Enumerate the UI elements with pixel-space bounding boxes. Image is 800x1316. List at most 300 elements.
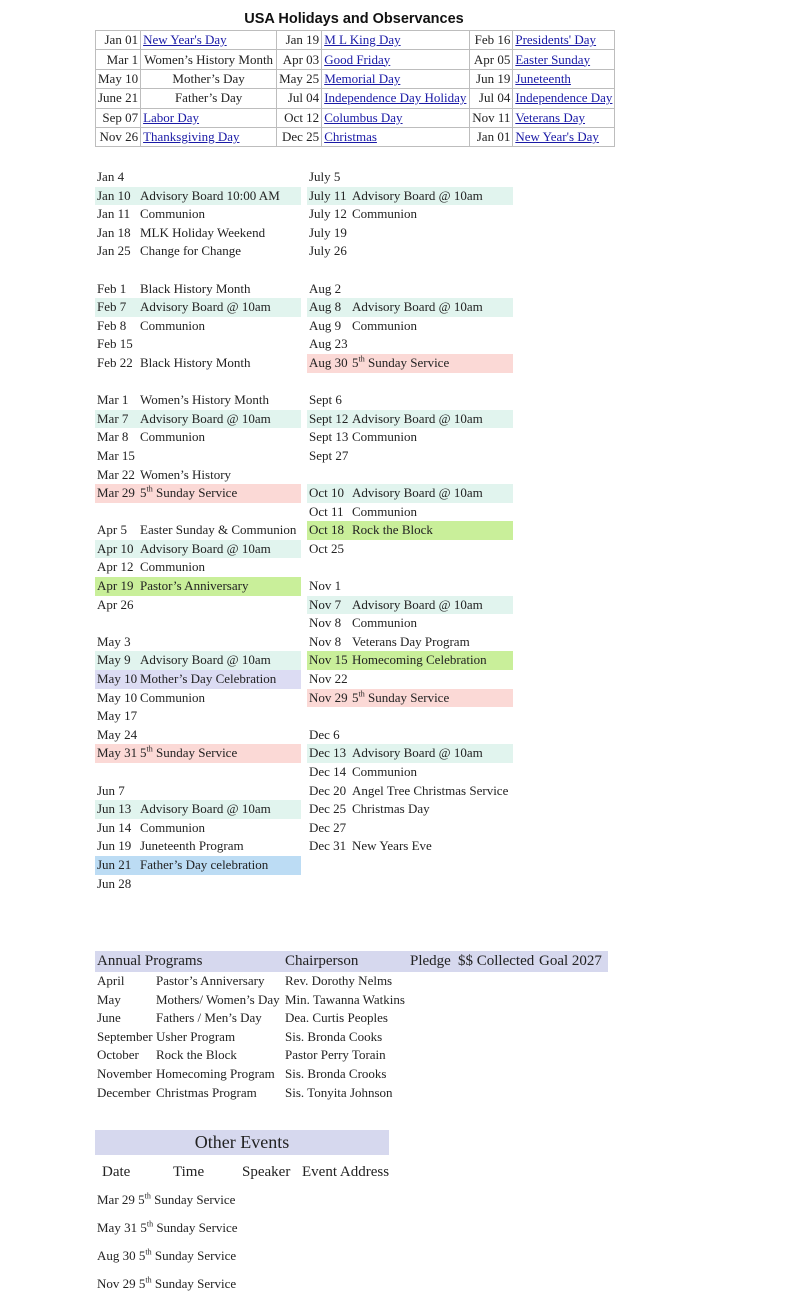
spacer xyxy=(307,373,513,392)
entry-date: Feb 8 xyxy=(97,317,127,333)
holiday-date: Jul 04 xyxy=(277,89,322,108)
calendar-entry xyxy=(95,800,301,819)
other-event-row xyxy=(95,1246,395,1274)
holiday-name-cell[interactable] xyxy=(513,31,615,50)
calendar-entry xyxy=(307,205,513,224)
program-chairperson: Sis. Bronda Cooks xyxy=(285,1028,383,1044)
entry-date: Nov 1 xyxy=(309,578,342,594)
entry-date: Nov 8 xyxy=(309,633,342,649)
calendar-entry xyxy=(307,242,513,261)
holiday-row xyxy=(96,127,615,146)
other-event-title: 5th Sunday Service xyxy=(138,1275,237,1291)
entry-date: Nov 7 xyxy=(309,596,342,612)
program-row xyxy=(95,972,608,991)
holiday-row xyxy=(96,50,615,69)
calendar-entry xyxy=(95,521,301,540)
entry-date: Nov 29 xyxy=(309,689,348,705)
program-row xyxy=(95,991,608,1010)
entry-date: Apr 12 xyxy=(97,559,134,575)
holiday-link[interactable]: Columbus Day xyxy=(324,109,403,125)
entry-date: Jan 4 xyxy=(97,169,125,184)
entry-event: Black History Month xyxy=(140,354,251,370)
entry-event: Communion xyxy=(352,317,418,333)
entry-event: Homecoming Celebration xyxy=(352,652,487,668)
calendar-entry xyxy=(95,856,301,875)
entry-date: Apr 26 xyxy=(97,596,134,612)
entry-date: Jan 10 xyxy=(97,187,131,203)
entry-event: Angel Tree Christmas Service xyxy=(352,782,509,798)
holiday-name: Father’s Day xyxy=(174,90,243,106)
entry-event: 5th Sunday Service xyxy=(140,484,238,501)
calendar-entry xyxy=(307,410,513,429)
entry-date: Mar 7 xyxy=(97,410,129,426)
entry-event: Communion xyxy=(352,764,418,779)
holiday-date: Nov 26 xyxy=(96,127,141,146)
entry-event: Pastor’s Anniversary xyxy=(140,578,249,594)
entry-date: Jan 18 xyxy=(97,224,131,240)
other-event-row xyxy=(95,1274,395,1302)
holiday-name-cell xyxy=(141,69,277,88)
other-event-row xyxy=(95,1190,395,1218)
entry-event: Juneteenth Program xyxy=(140,838,244,854)
calendar-entry xyxy=(95,540,301,559)
holiday-date: May 25 xyxy=(277,69,322,88)
entry-event: Black History Month xyxy=(140,280,251,296)
col-speaker: Speaker xyxy=(242,1164,291,1180)
entry-event: Advisory Board @ 10am xyxy=(352,187,483,203)
other-events-columns xyxy=(95,1162,395,1182)
spacer xyxy=(307,466,513,485)
holiday-link[interactable]: Independence Day Holiday xyxy=(324,90,467,106)
calendar-entry xyxy=(307,224,513,243)
spacer xyxy=(95,503,301,522)
entry-date: Jun 19 xyxy=(97,838,132,854)
calendar-entry xyxy=(95,782,301,801)
calendar-entry xyxy=(307,521,513,540)
spacer xyxy=(307,707,513,726)
holiday-link[interactable]: Presidents' Day xyxy=(515,32,597,48)
calendar-entry xyxy=(307,354,513,373)
calendar-entry xyxy=(307,651,513,670)
entry-date: Aug 23 xyxy=(309,336,348,352)
holiday-link[interactable]: Labor Day xyxy=(143,109,200,125)
calendar-entry xyxy=(307,447,513,466)
calendar-entry xyxy=(307,280,513,299)
entry-event: Advisory Board @ 10am xyxy=(140,299,271,315)
col-date: Date xyxy=(102,1164,131,1180)
entry-date: May 9 xyxy=(97,652,131,668)
calendar-entry xyxy=(307,633,513,652)
calendar-entry xyxy=(95,558,301,577)
holiday-row xyxy=(96,108,615,127)
calendar-entry xyxy=(307,800,513,819)
calendar-entry xyxy=(95,317,301,336)
calendar-entry xyxy=(307,187,513,206)
calendar-entry xyxy=(95,205,301,224)
entry-date: Nov 8 xyxy=(309,615,342,631)
entry-event: Communion xyxy=(140,429,206,445)
holiday-date: May 10 xyxy=(96,69,141,88)
entry-date: Sept 13 xyxy=(309,429,349,445)
entry-event: Advisory Board @ 10am xyxy=(352,485,483,501)
other-event-date: Aug 30 xyxy=(97,1248,139,1263)
entry-date: Jun 28 xyxy=(97,875,132,891)
calendar-entry xyxy=(95,596,301,615)
calendar-entry xyxy=(307,391,513,410)
calendar-entry xyxy=(95,633,301,652)
entry-event: Communion xyxy=(140,689,206,705)
calendar-entry xyxy=(307,819,513,838)
calendar-entry xyxy=(95,726,301,745)
calendar-entry xyxy=(95,354,301,373)
entry-date: Jan 11 xyxy=(97,206,131,222)
holiday-name-cell[interactable] xyxy=(513,69,615,88)
entry-date: Dec 25 xyxy=(309,801,347,817)
program-month: June xyxy=(97,1010,121,1026)
holiday-date: Jan 19 xyxy=(277,31,322,50)
entry-event: Advisory Board @ 10am xyxy=(140,540,271,556)
calendar-entry xyxy=(307,317,513,336)
entry-date: Apr 10 xyxy=(97,540,134,556)
ordinal-suffix: th xyxy=(146,745,153,755)
holiday-link[interactable]: Thanksgiving Day xyxy=(143,129,240,145)
holidays-title: USA Holidays and Observances xyxy=(244,11,464,27)
holiday-name-cell xyxy=(141,89,277,108)
entry-event: Communion xyxy=(140,819,206,835)
calendar-entry xyxy=(307,484,513,503)
program-chairperson: Pastor Perry Torain xyxy=(285,1047,386,1063)
calendar-entry xyxy=(307,540,513,559)
program-name: Usher Program xyxy=(156,1028,236,1044)
entry-event: Communion xyxy=(352,206,418,222)
other-event-date: Nov 29 xyxy=(97,1276,139,1291)
holiday-date: Apr 05 xyxy=(470,50,513,69)
holiday-name-cell[interactable] xyxy=(513,127,615,146)
holiday-name-cell[interactable] xyxy=(513,108,615,127)
program-row xyxy=(95,1009,608,1028)
spacer xyxy=(95,261,301,280)
holiday-name: Mother’s Day xyxy=(172,70,245,86)
spacer xyxy=(95,614,301,633)
other-event-date: Mar 29 xyxy=(97,1192,139,1207)
calendar-entry xyxy=(307,689,513,708)
program-chairperson: Rev. Dorothy Nelms xyxy=(285,973,393,988)
holiday-date: Jul 04 xyxy=(470,89,513,108)
holiday-name-cell[interactable] xyxy=(322,108,470,127)
holiday-name-cell[interactable] xyxy=(322,89,470,108)
entry-date: Aug 9 xyxy=(309,317,342,333)
holiday-link[interactable]: Christmas xyxy=(324,129,377,145)
other-event-title: 5th Sunday Service xyxy=(140,1219,238,1235)
annual-programs-header xyxy=(95,951,608,972)
col-time: Time xyxy=(173,1164,205,1180)
calendar-entry xyxy=(95,447,301,466)
calendar-entry xyxy=(95,875,301,894)
entry-event: Advisory Board @ 10am xyxy=(352,410,483,426)
calendar-entry xyxy=(95,391,301,410)
entry-date: May 3 xyxy=(97,633,131,649)
calendar-jan-jun xyxy=(95,168,301,893)
calendar-entry xyxy=(307,726,513,745)
col-event-address: Event Address xyxy=(302,1164,390,1180)
calendar-entry xyxy=(307,744,513,763)
entry-date: May 24 xyxy=(97,726,138,742)
entry-date: Dec 14 xyxy=(309,764,347,779)
program-row xyxy=(95,1084,608,1103)
calendar-jul-dec xyxy=(307,168,513,856)
entry-date: Aug 8 xyxy=(309,299,342,315)
calendar-entry xyxy=(95,744,301,763)
ordinal-suffix: th xyxy=(146,1219,154,1229)
entry-event: Advisory Board @ 10am xyxy=(140,410,271,426)
calendar-entry xyxy=(307,428,513,447)
program-name: Christmas Program xyxy=(156,1084,257,1100)
calendar-entry xyxy=(95,707,301,726)
header-collected: $$ Collected xyxy=(458,953,535,969)
entry-event: Christmas Day xyxy=(352,801,430,817)
entry-event: Easter Sunday & Communion xyxy=(140,522,297,538)
program-chairperson: Sis. Tonyita Johnson xyxy=(285,1084,393,1100)
entry-event: Advisory Board @ 10am xyxy=(352,596,483,612)
header-annual-programs: Annual Programs xyxy=(97,953,203,969)
entry-date: Aug 2 xyxy=(309,280,342,296)
entry-date: Mar 15 xyxy=(97,447,135,463)
program-name: Mothers/ Women’s Day xyxy=(156,991,280,1007)
program-month: December xyxy=(97,1084,151,1100)
holiday-link[interactable]: Independence Day xyxy=(515,90,613,106)
holiday-name: Women’s History Month xyxy=(144,51,274,67)
entry-date: Dec 31 xyxy=(309,838,347,854)
spacer xyxy=(95,763,301,782)
calendar-entry xyxy=(95,428,301,447)
annual-programs-list xyxy=(95,972,608,1102)
program-month: April xyxy=(97,973,125,988)
entry-event: Change for Change xyxy=(140,243,242,259)
calendar-entry xyxy=(307,503,513,522)
spacer xyxy=(307,261,513,280)
calendar-entry xyxy=(307,614,513,633)
entry-date: Dec 27 xyxy=(309,819,347,835)
holiday-date: Jun 19 xyxy=(470,69,513,88)
entry-event: Rock the Block xyxy=(352,522,433,538)
entry-date: Dec 6 xyxy=(309,726,340,742)
calendar-entry xyxy=(307,577,513,596)
holiday-name-cell[interactable] xyxy=(513,89,615,108)
program-month: November xyxy=(97,1065,152,1081)
entry-event: Communion xyxy=(352,615,418,631)
entry-date: July 5 xyxy=(309,169,341,184)
calendar-entry xyxy=(95,280,301,299)
entry-date: May 17 xyxy=(97,708,138,724)
entry-event: Father’s Day celebration xyxy=(140,856,269,872)
holiday-date: Jan 01 xyxy=(96,31,141,50)
entry-event: Advisory Board @ 10am xyxy=(352,745,483,761)
entry-event: Communion xyxy=(140,559,206,575)
holiday-name-cell[interactable] xyxy=(322,69,470,88)
entry-event: Women’s History Month xyxy=(140,392,269,408)
holiday-name-cell[interactable] xyxy=(322,31,470,50)
entry-date: Dec 20 xyxy=(309,782,347,798)
holiday-link[interactable]: M L King Day xyxy=(324,32,401,48)
program-month: May xyxy=(97,991,121,1007)
calendar-entry xyxy=(95,484,301,503)
program-row xyxy=(95,1046,608,1065)
calendar-entry xyxy=(307,763,513,782)
calendar-entry xyxy=(307,596,513,615)
calendar-entry xyxy=(95,410,301,429)
entry-date: Feb 1 xyxy=(97,280,127,296)
other-events-title: Other Events xyxy=(95,1130,389,1155)
holiday-date: Dec 25 xyxy=(277,127,322,146)
entry-date: Nov 15 xyxy=(309,652,348,668)
other-event-row xyxy=(95,1218,395,1246)
holiday-name-cell[interactable] xyxy=(322,50,470,69)
entry-date: July 12 xyxy=(309,206,347,222)
entry-date: Jun 21 xyxy=(97,856,132,872)
entry-event: 5th Sunday Service xyxy=(352,354,450,370)
entry-event: Advisory Board 10:00 AM xyxy=(140,187,280,203)
holiday-name-cell[interactable] xyxy=(322,127,470,146)
holiday-date: Feb 16 xyxy=(470,31,513,50)
holiday-date: Mar 1 xyxy=(96,50,141,69)
calendar-entry xyxy=(307,837,513,856)
holiday-link[interactable]: Easter Sunday xyxy=(515,51,591,67)
other-event-date: May 31 xyxy=(97,1220,141,1235)
holiday-row xyxy=(96,31,615,50)
entry-event: 5th Sunday Service xyxy=(140,745,238,761)
holiday-link[interactable]: New Year's Day xyxy=(143,32,227,48)
other-events-list xyxy=(95,1190,395,1302)
calendar-entry xyxy=(95,819,301,838)
holiday-date: Sep 07 xyxy=(96,108,141,127)
program-chairperson: Min. Tawanna Watkins xyxy=(285,991,405,1007)
holiday-name-cell xyxy=(141,50,277,69)
entry-event: Communion xyxy=(352,503,418,519)
calendar-entry xyxy=(95,168,301,187)
program-name: Homecoming Program xyxy=(156,1065,275,1081)
ordinal-suffix: th xyxy=(358,689,365,699)
entry-date: Oct 18 xyxy=(309,522,345,538)
holiday-link[interactable]: Memorial Day xyxy=(324,70,401,86)
program-name: Rock the Block xyxy=(156,1047,237,1063)
entry-date: Feb 22 xyxy=(97,354,133,370)
entry-date: Aug 30 xyxy=(309,354,348,370)
holiday-link[interactable]: New Year's Day xyxy=(515,129,599,145)
entry-date: Sept 27 xyxy=(309,447,349,463)
holiday-date: Nov 11 xyxy=(470,108,513,127)
entry-event: MLK Holiday Weekend xyxy=(140,224,266,240)
entry-event: Women’s History xyxy=(140,466,232,482)
holiday-date: June 21 xyxy=(96,89,141,108)
holiday-date: Apr 03 xyxy=(277,50,322,69)
entry-date: Apr 19 xyxy=(97,578,134,594)
entry-date: Jun 13 xyxy=(97,801,132,817)
calendar-entry xyxy=(95,187,301,206)
holiday-name-cell[interactable] xyxy=(141,108,277,127)
other-event-title: 5th Sunday Service xyxy=(138,1247,237,1263)
holiday-name-cell[interactable] xyxy=(513,50,615,69)
ordinal-suffix: th xyxy=(358,354,365,364)
entry-event: Mother’s Day Celebration xyxy=(140,671,277,687)
entry-date: Sept 6 xyxy=(309,392,342,408)
calendar-entry xyxy=(307,168,513,187)
entry-date: Jan 25 xyxy=(97,243,131,259)
entry-event: Advisory Board @ 10am xyxy=(140,801,271,817)
program-name: Pastor’s Anniversary xyxy=(156,973,265,988)
calendar-entry xyxy=(95,224,301,243)
calendar-entry xyxy=(95,298,301,317)
holiday-name-cell[interactable] xyxy=(141,127,277,146)
entry-date: Mar 22 xyxy=(97,466,135,482)
program-month: September xyxy=(97,1028,153,1044)
holiday-link[interactable]: Good Friday xyxy=(324,51,391,67)
entry-date: May 10 xyxy=(97,671,138,687)
other-event-title: 5th Sunday Service xyxy=(138,1191,236,1207)
entry-date: July 11 xyxy=(309,187,347,203)
entry-date: May 31 xyxy=(97,745,138,761)
holiday-date: Jan 01 xyxy=(470,127,513,146)
calendar-entry xyxy=(307,782,513,801)
entry-event: New Years Eve xyxy=(352,838,432,854)
header-pledge: Pledge xyxy=(410,953,451,969)
entry-date: Mar 29 xyxy=(97,485,135,501)
entry-date: Oct 11 xyxy=(309,503,344,519)
entry-date: July 19 xyxy=(309,224,347,240)
calendar-entry xyxy=(95,577,301,596)
program-row xyxy=(95,1065,608,1084)
entry-date: Feb 15 xyxy=(97,336,133,352)
entry-date: Oct 10 xyxy=(309,485,345,501)
entry-event: Advisory Board @ 10am xyxy=(352,299,483,315)
calendar-entry xyxy=(95,670,301,689)
calendar-entry xyxy=(307,298,513,317)
entry-date: Sept 12 xyxy=(309,410,349,426)
entry-event: Communion xyxy=(140,206,206,222)
entry-date: Nov 22 xyxy=(309,671,348,687)
program-name: Fathers / Men’s Day xyxy=(156,1010,262,1026)
holiday-row xyxy=(96,69,615,88)
program-chairperson: Sis. Bronda Crooks xyxy=(285,1065,387,1081)
entry-date: Dec 13 xyxy=(309,745,347,761)
calendar-entry xyxy=(95,651,301,670)
calendar-entry xyxy=(95,242,301,261)
header-chairperson: Chairperson xyxy=(285,953,359,969)
holiday-row xyxy=(96,89,615,108)
holiday-link[interactable]: Veterans Day xyxy=(515,109,586,125)
spacer xyxy=(307,558,513,577)
entry-event: Communion xyxy=(140,317,206,333)
holiday-date: Oct 12 xyxy=(277,108,322,127)
header-goal: Goal 2027 xyxy=(539,953,602,969)
ordinal-suffix: th xyxy=(144,1191,151,1201)
spacer xyxy=(95,373,301,392)
calendar-entry xyxy=(95,837,301,856)
entry-date: Apr 5 xyxy=(97,522,127,538)
entry-date: Mar 1 xyxy=(97,392,129,408)
calendar-entry xyxy=(95,335,301,354)
holidays-table xyxy=(95,30,615,147)
ordinal-suffix: th xyxy=(145,1275,152,1285)
entry-date: Jun 7 xyxy=(97,782,125,798)
holiday-name-cell[interactable] xyxy=(141,31,277,50)
entry-date: Oct 25 xyxy=(309,540,345,556)
calendar-entry xyxy=(95,689,301,708)
ordinal-suffix: th xyxy=(146,484,153,494)
entry-date: Feb 7 xyxy=(97,299,127,315)
entry-event: Veterans Day Program xyxy=(352,633,470,649)
holiday-link[interactable]: Juneteenth xyxy=(515,70,571,86)
program-month: October xyxy=(97,1047,139,1063)
